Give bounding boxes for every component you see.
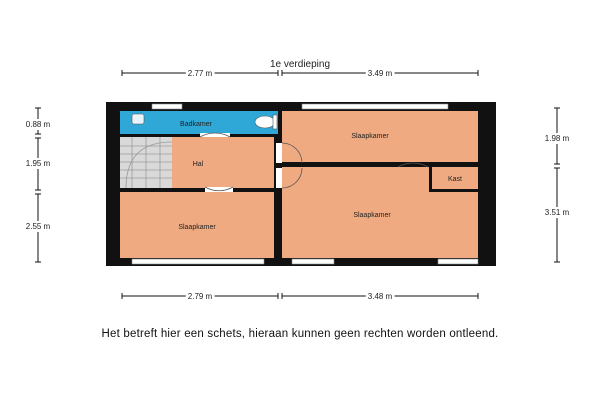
closet-wall-horizontal <box>429 189 478 192</box>
dimension-right-bottom-label: 3.51 m <box>544 208 570 217</box>
room-label-bedroom-left: Slaapkamer <box>178 224 216 231</box>
room-label-bedroom-bottom-right: Slaapkamer <box>353 212 391 219</box>
dimension-left-middle-label: 1.95 m <box>25 159 51 168</box>
room-label-bedroom-top-right: Slaapkamer <box>351 133 389 140</box>
dimension-top-right-label: 3.49 m <box>367 69 393 78</box>
room-label-bathroom: Badkamer <box>180 121 212 128</box>
room-label-closet: Kast <box>447 176 463 183</box>
dimension-right-top-label: 1.98 m <box>544 134 570 143</box>
dimension-left-top-label: 0.88 m <box>25 120 51 129</box>
floor-title: 1e verdieping <box>269 59 331 70</box>
dimension-bottom-left-label: 2.79 m <box>187 292 213 301</box>
sink-icon <box>132 114 144 124</box>
dimension-top-left-label: 2.77 m <box>187 69 213 78</box>
dimension-left-bottom-label: 2.55 m <box>25 222 51 231</box>
closet-wall-vertical <box>429 167 432 191</box>
room-label-hall: Hal <box>192 161 204 168</box>
dimension-bottom-right-label: 3.48 m <box>367 292 393 301</box>
disclaimer-text: Het betreft hier een schets, hieraan kunnen geen rechten worden ontleend. <box>101 328 499 340</box>
